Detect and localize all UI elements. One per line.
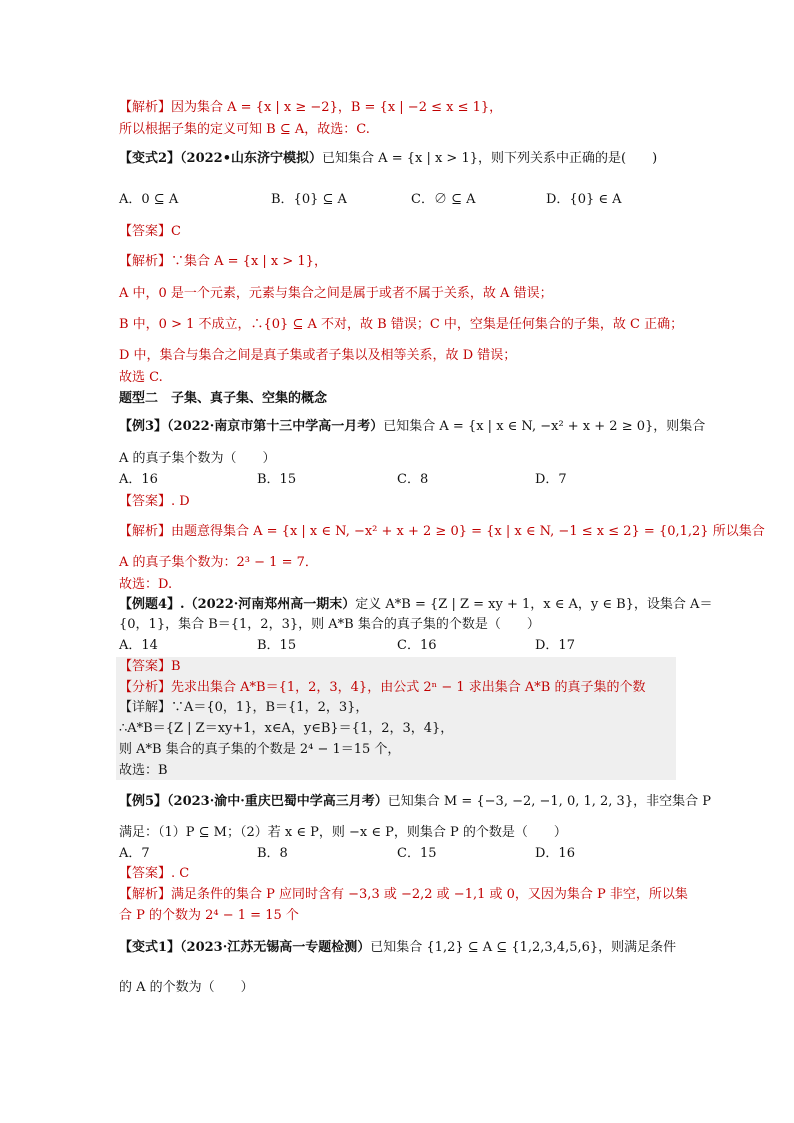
problem-text: 的 A 的个数为（ ） (119, 980, 254, 995)
option-c: C．∅ ⊆ A (411, 192, 476, 207)
option-d: D．17 (535, 638, 575, 653)
option-a: A．0 ⊆ A (119, 192, 179, 207)
solution-line: A 中，0 是一个元素，元素与集合之间是属于或者不属于关系，故 A 错误； (119, 286, 553, 301)
problem-text: A 的真子集个数为（ ） (119, 451, 276, 466)
detail-line: 则 A*B 集合的真子集的个数是 2⁴ − 1＝15 个， (119, 742, 401, 757)
problem-variant-2 (119, 151, 684, 167)
option-d: D．{0} ∈ A (546, 192, 622, 207)
problem-text: {0，1}，集合 B＝{1，2，3}，则 A*B 集合的真子集的个数是（ ） (119, 617, 540, 632)
option-d: D．7 (535, 472, 567, 487)
option-row (119, 192, 679, 208)
option-b: B．15 (257, 638, 297, 653)
option-a: A．14 (119, 638, 158, 653)
problem-text: 定义 A*B = {Z | Z = xy + 1，x ∈ A，y ∈ B}，设集合 A＝ (355, 597, 713, 612)
problem-source: 【变式2】（2022•山东济宁模拟） (119, 151, 323, 166)
option-a: A．7 (119, 846, 150, 861)
detail-line: ∴A*B＝{Z | Z＝xy+1，x∈A，y∈B}＝{1，2，3，4}， (119, 721, 454, 736)
solution-line: D 中，集合与集合之间是真子集或者子集以及相等关系，故 D 错误； (119, 348, 517, 363)
solution-line: B 中，0 > 1 不成立，∴{0} ⊆ A 不对，故 B 错误；C 中，空集是任何集合的子集，故 C 正确； (119, 317, 684, 332)
option-b: B．{0} ⊆ A (271, 192, 347, 207)
problem-text: 已知集合 {1,2} ⊆ A ⊆ {1,2,3,4,5,6}，则满足条件 (370, 940, 677, 955)
answer-line: 【答案】. D (119, 494, 190, 509)
solution-line: 【解析】∵集合 A = {x | x > 1}， (119, 254, 327, 269)
problem-source: 【变式1】（2023·江苏无锡高一专题检测） (119, 940, 371, 955)
option-d: D．16 (535, 846, 575, 861)
option-row (119, 846, 679, 862)
option-row (119, 472, 679, 488)
option-c: C．16 (397, 638, 437, 653)
problem-example-4 (119, 597, 713, 613)
option-row (119, 638, 679, 654)
solution-line: 故选：D. (119, 577, 173, 592)
answer-line: 【答案】C (119, 224, 181, 239)
detail-line: 【详解】∵A＝{0，1}，B＝{1，2，3}， (119, 700, 369, 715)
option-b: B．15 (257, 472, 297, 487)
solution-line: 【解析】因为集合 A = {x | x ≥ −2}，B = {x | −2 ≤ x ≤ 1}， (119, 100, 503, 115)
solution-line: 合 P 的个数为 2⁴ − 1 = 15 个 (119, 908, 299, 923)
problem-text: 已知集合 A = {x | x > 1}，则下列关系中正确的是( ) (322, 151, 658, 166)
option-a: A．16 (119, 472, 158, 487)
problem-text: 满足：（1）P ⊆ M；（2）若 x ∈ P，则 −x ∈ P，则集合 P 的个数是（ ） (119, 825, 567, 840)
solution-line: 所以根据子集的定义可知 B ⊆ A，故选：C. (119, 122, 370, 137)
solution-shaded-box (116, 657, 676, 780)
problem-text: 已知集合 M = {−3, −2, −1, 0, 1, 2, 3}，非空集合 P (387, 794, 711, 809)
option-b: B．8 (257, 846, 288, 861)
analysis-line: 【分析】先求出集合 A*B＝{1，2，3，4}，由公式 2ⁿ − 1 求出集合 A*B 的真子集的个数 (119, 680, 646, 695)
answer-line: 【答案】. C (119, 866, 190, 881)
problem-example-5 (119, 794, 711, 810)
section-heading: 题型二 子集、真子集、空集的概念 (119, 391, 328, 406)
option-c: C．15 (397, 846, 437, 861)
problem-source: 【例5】（2023·渝中·重庆巴蜀中学高三月考） (119, 794, 388, 809)
problem-variant-1 (119, 940, 684, 956)
solution-line: 【解析】由题意得集合 A = {x | x ∈ N, −x² + x + 2 ≥ 0} = {x | x ∈ N, −1 ≤ x ≤ 2} = {0,1,2} 所以集合 (119, 524, 765, 539)
problem-source: 【例3】（2022·南京市第十三中学高一月考） (119, 419, 384, 434)
solution-line: A 的真子集个数为：2³ − 1 = 7． (119, 555, 318, 570)
detail-line: 故选：B (119, 763, 168, 778)
problem-example-3 (119, 419, 706, 435)
answer-line: 【答案】B (119, 659, 181, 674)
problem-source: 【例题4】.（2022·河南郑州高一期末） (119, 597, 356, 612)
solution-line: 【解析】满足条件的集合 P 应同时含有 −3,3 或 −2,2 或 −1,1 或 0，又因为集合 P 非空，所以集 (119, 887, 688, 902)
problem-text: 已知集合 A = {x | x ∈ N, −x² + x + 2 ≥ 0}，则集合 (383, 419, 706, 434)
solution-line: 故选 C. (119, 370, 163, 385)
option-c: C．8 (397, 472, 429, 487)
